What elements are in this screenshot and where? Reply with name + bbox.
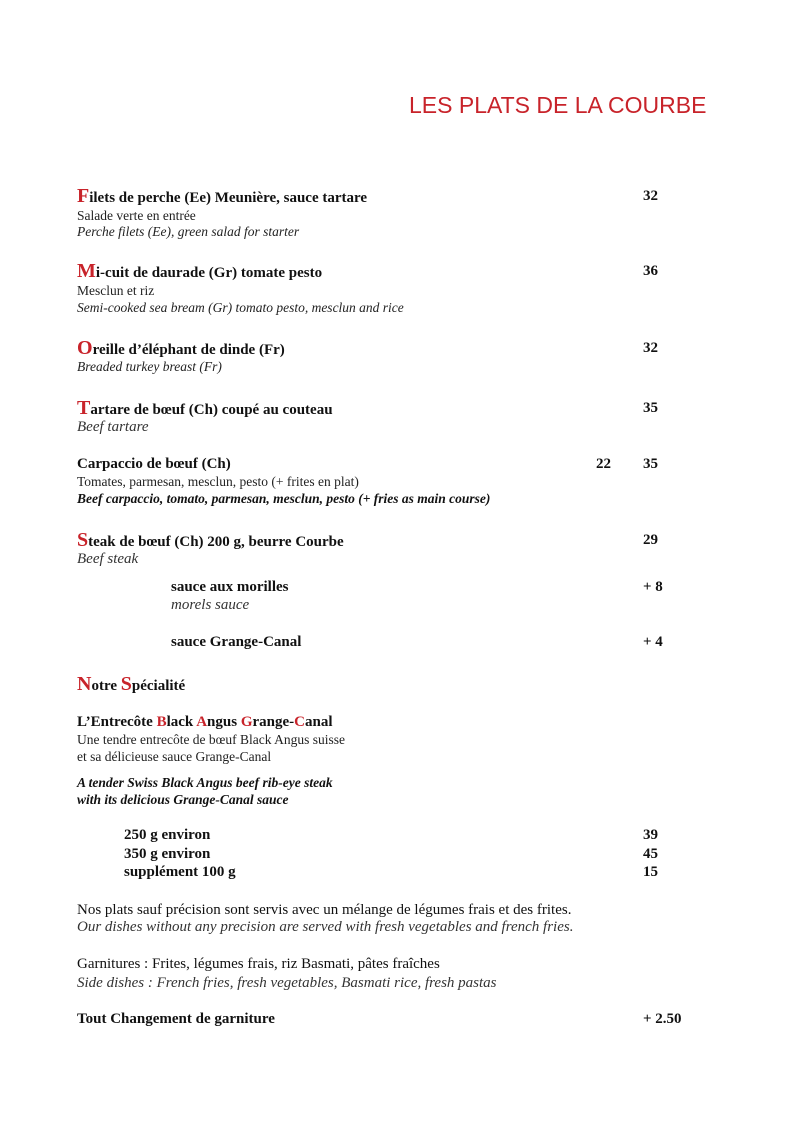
dish-carpaccio-price: 35 [643, 456, 658, 472]
dish-tartare-name [77, 397, 333, 420]
dish-daurade-name [77, 260, 322, 283]
entrecote-description-line1: Une tendre entrecôte de bœuf Black Angus suisse [77, 732, 346, 747]
dish-daurade-sub: Mesclun et riz [77, 283, 155, 298]
dish-steak-name [77, 529, 344, 552]
entrecote-description-line2: et sa délicieuse sauce Grange-Canal [77, 749, 272, 764]
name-part: anal [304, 714, 333, 730]
entrecote-size-label: supplément 100 g [124, 864, 236, 880]
initial-letter: A [196, 714, 208, 730]
dish-tartare-price: 35 [643, 400, 658, 416]
heading-part: pécialité [131, 678, 186, 694]
heading-part: otre [91, 678, 121, 694]
service-note-english: Our dishes without any precision are served with fresh vegetables and french fries. [77, 919, 574, 935]
initial-letter: T [77, 397, 91, 419]
garnitures-list-english: Side dishes : French fries, fresh vegetables, Basmati rice, fresh pastas [77, 975, 497, 991]
initial-letter: B [156, 714, 167, 730]
initial-letter: N [77, 673, 92, 695]
dish-name-rest: reille d’éléphant de dinde (Fr) [92, 342, 285, 358]
service-note: Nos plats sauf précision sont servis avec un mélange de légumes frais et des frites. [77, 902, 572, 918]
dish-tartare-english: Beef tartare [77, 419, 149, 435]
changement-label: Tout Changement de garniture [77, 1011, 275, 1027]
dish-steak-english: Beef steak [77, 551, 139, 567]
dish-oreille-price: 32 [643, 340, 658, 356]
entrecote-name [77, 714, 333, 731]
name-part: L’Entrecôte [77, 714, 157, 730]
entrecote-size-label: 250 g environ [124, 827, 211, 843]
initial-letter: S [77, 529, 89, 551]
dish-name-rest: ilets de perche (Ee) Meunière, sauce tartare [89, 190, 368, 206]
dish-perche-english: Perche filets (Ee), green salad for starter [77, 224, 300, 239]
entrecote-size-price: 45 [643, 846, 658, 862]
dish-carpaccio-price-starter: 22 [596, 456, 611, 472]
dish-name-rest: i-cuit de daurade (Gr) tomate pesto [95, 265, 323, 281]
section-specialite-heading [77, 673, 185, 696]
dish-perche-price: 32 [643, 188, 658, 204]
initial-letter: F [77, 185, 90, 207]
dish-carpaccio-name: Carpaccio de bœuf (Ch) [77, 456, 231, 472]
dish-name-rest: artare de bœuf (Ch) coupé au couteau [90, 402, 333, 418]
changement-price: + 2.50 [643, 1011, 682, 1027]
name-part: lack [166, 714, 197, 730]
initial-letter: M [77, 260, 96, 282]
dish-name-rest: teak de bœuf (Ch) 200 g, beurre Courbe [88, 534, 344, 550]
entrecote-size-price: 15 [643, 864, 658, 880]
dish-perche-name [77, 185, 367, 208]
initial-letter: G [240, 714, 253, 730]
initial-letter: O [77, 337, 93, 359]
sauce-morilles-english: morels sauce [171, 597, 250, 613]
name-part: ngus [207, 714, 241, 730]
dish-oreille-name [77, 337, 285, 360]
sauce-grange-price: + 4 [643, 634, 663, 650]
entrecote-english-line1: A tender Swiss Black Angus beef rib-eye steak [77, 775, 333, 790]
entrecote-size-price: 39 [643, 827, 658, 843]
sauce-grange-name: sauce Grange-Canal [171, 634, 302, 650]
initial-letter: S [120, 673, 132, 695]
name-part: range- [252, 714, 295, 730]
entrecote-size-label: 350 g environ [124, 846, 211, 862]
dish-steak-price: 29 [643, 532, 658, 548]
garnitures-list: Garnitures : Frites, légumes frais, riz Basmati, pâtes fraîches [77, 956, 440, 972]
dish-oreille-english: Breaded turkey breast (Fr) [77, 359, 222, 374]
page-title: LES PLATS DE LA COURBE [409, 92, 707, 118]
dish-carpaccio-english: Beef carpaccio, tomato, parmesan, mesclun, pesto (+ fries as main course) [77, 491, 491, 506]
dish-perche-sub: Salade verte en entrée [77, 208, 196, 223]
sauce-morilles-name: sauce aux morilles [171, 579, 289, 595]
dish-carpaccio-sub: Tomates, parmesan, mesclun, pesto (+ frites en plat) [77, 474, 359, 489]
dish-daurade-english: Semi-cooked sea bream (Gr) tomato pesto, mesclun and rice [77, 300, 404, 315]
dish-daurade-price: 36 [643, 263, 658, 279]
entrecote-english-line2: with its delicious Grange-Canal sauce [77, 792, 289, 807]
sauce-morilles-price: + 8 [643, 579, 663, 595]
initial-letter: C [294, 714, 305, 730]
